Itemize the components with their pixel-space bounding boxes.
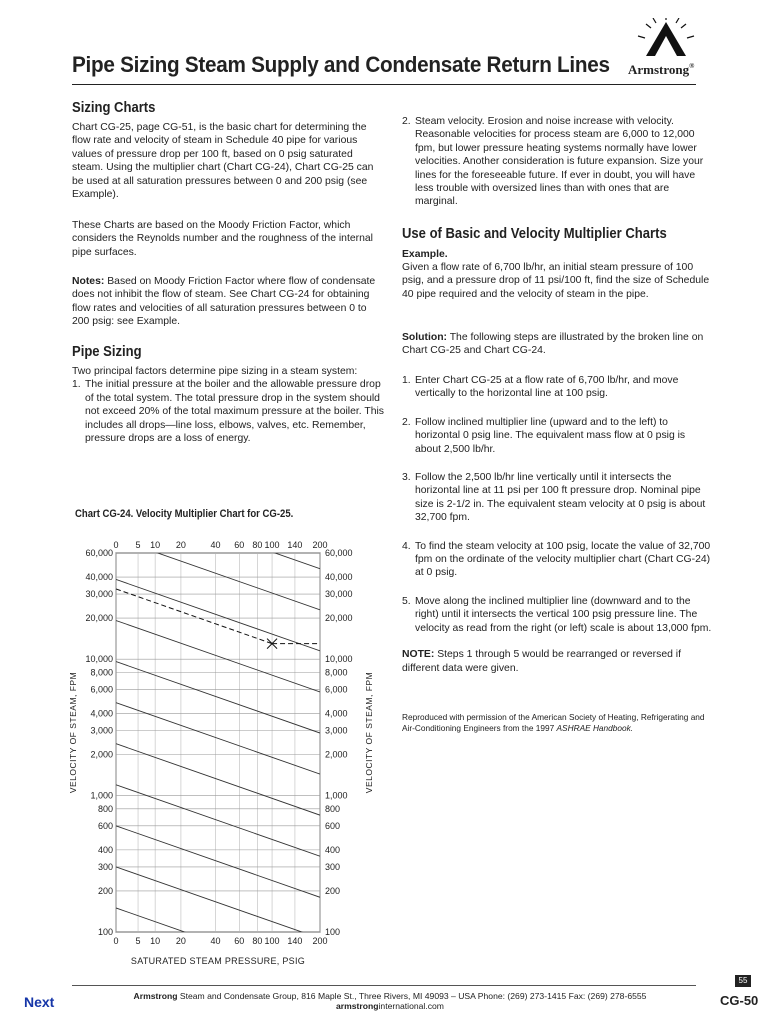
x-tick-label-top: 100 (264, 540, 280, 550)
y-tick-label-left: 4,000 (90, 708, 113, 719)
pipe-sizing-intro: Two principal factors determine pipe sizing in a steam system: (72, 366, 358, 377)
y-tick-label-right: 10,000 (325, 654, 353, 665)
x-tick-label-bottom: 100 (264, 936, 280, 946)
list-item (402, 471, 712, 525)
y-tick-label-left: 600 (97, 820, 113, 831)
y-tick-label-right: 600 (325, 820, 341, 831)
x-tick-label-top: 40 (210, 540, 221, 550)
solution-text: The following steps are illustrated by the broken line on Chart CG-25 and Chart CG-24. (402, 332, 704, 357)
x-tick-label-bottom: 0 (113, 936, 119, 946)
x-tick-label-top: 60 (234, 540, 245, 550)
x-tick-label-bottom: 60 (234, 936, 245, 946)
notes-text: Based on Moody Friction Factor where flow of condensate does not inhibit the flow of steam. See Chart CG-24 for obtaining flow rates and velocities of all saturation pressures between 0 to 200 psig: see Example. (72, 276, 376, 328)
y-tick-label-right: 40,000 (325, 572, 353, 583)
note-text: Steps 1 through 5 would be rearranged or reversed if different data were given. (402, 649, 681, 674)
example-text: Given a flow rate of 6,700 lb/hr, an initial steam pressure of 100 psig, and a pressure drop of 11 psi/100 ft, find the size of Schedule 40 pipe required and the velocity of steam in the pipe. (402, 262, 710, 300)
chart-frame (116, 553, 320, 932)
use-charts-heading: Use of Basic and Velocity Multiplier Charts (402, 226, 667, 242)
footer-web-rest: international.com (378, 1001, 444, 1011)
chart-title: Chart CG-24. Velocity Multiplier Chart for CG-25. (75, 508, 294, 520)
y-tick-label-right: 8,000 (325, 667, 348, 678)
multiplier-line (116, 826, 320, 897)
y-tick-label-left: 30,000 (85, 589, 113, 600)
list-item-number: 4. (402, 540, 411, 552)
sizing-charts-paragraph-2: These Charts are based on the Moody Friction Factor, which considers the Reynolds number and the roughness of the internal pipe surfaces. (72, 220, 373, 258)
page-number-badge: 55 (735, 975, 751, 987)
right-list-item-2 (402, 115, 710, 209)
reproduced-text: Reproduced with permission of the American Society of Heating, Refrigerating and Air-Conditioning Engineers from the 1997 (402, 712, 705, 733)
list-item (402, 595, 712, 635)
multiplier-line (116, 867, 320, 938)
list-item-text: To find the steam velocity at 100 psig, locate the value of 32,700 fpm on the ordinate of the velocity multiplier chart (Chart CG-24) at 0 psig. (415, 540, 711, 579)
multiplier-line (116, 621, 320, 692)
x-tick-label-top: 80 (252, 540, 263, 550)
x-tick-label-bottom: 200 (312, 936, 328, 946)
y-tick-label-left: 800 (97, 803, 113, 814)
y-tick-label-right: 3,000 (325, 725, 348, 736)
y-tick-label-left: 200 (97, 885, 113, 896)
y-tick-label-left: 300 (97, 861, 113, 872)
y-axis-label-right: VELOCITY OF STEAM, FPM (364, 671, 374, 794)
list-item-text: Enter Chart CG-25 at a flow rate of 6,700 lb/hr, and move vertically to the horizontal line at 100 psig. (415, 375, 679, 400)
pipe-sizing-body (72, 365, 384, 445)
y-tick-label-right: 20,000 (325, 613, 353, 624)
list-item-number: 3. (402, 472, 411, 484)
x-tick-label-top: 140 (287, 540, 303, 550)
x-tick-label-top: 20 (175, 540, 186, 550)
y-tick-label-left: 100 (97, 927, 113, 937)
x-axis-label: SATURATED STEAM PRESSURE, PSIG (130, 956, 306, 966)
x-tick-label-bottom: 20 (175, 936, 186, 946)
list-item (402, 115, 710, 209)
x-tick-label-top: 5 (135, 540, 141, 550)
y-tick-label-right: 60,000 (325, 548, 353, 558)
brand-name: Armstrong (628, 62, 690, 77)
y-tick-label-left: 60,000 (85, 548, 113, 558)
reproduced-credit (402, 712, 712, 734)
sizing-charts-paragraph-1: Chart CG-25, page CG-51, is the basic chart for determining the flow rate and velocity of steam in Schedule 40 pipe for various values of pressure drop per 100 ft, based on 0 psig saturated steam. Using the multiplier chart (Chart CG-24), Chart CG-25 can be used at all saturation pressures between 0 and 200 psig (see Example). (72, 122, 374, 201)
note-label: NOTE: (402, 649, 435, 661)
next-link[interactable]: Next (24, 994, 55, 1010)
x-tick-label-bottom: 10 (150, 936, 161, 946)
header-rule (72, 84, 696, 85)
sizing-charts-heading: Sizing Charts (72, 100, 156, 116)
y-tick-label-left: 400 (97, 844, 113, 855)
list-item (402, 416, 712, 456)
x-tick-label-bottom: 5 (135, 936, 141, 946)
pipe-sizing-heading: Pipe Sizing (72, 344, 142, 360)
y-tick-label-left: 10,000 (85, 654, 113, 665)
footer-address-text: Steam and Condensate Group, 816 Maple St., Three Rivers, MI 49093 – USA Phone: (269) 273-1415 Fax: (269) 278-6555 (177, 991, 647, 1001)
y-tick-label-left: 40,000 (85, 572, 113, 583)
x-tick-label-bottom: 80 (252, 936, 263, 946)
y-tick-label-right: 300 (325, 861, 341, 872)
footer-company: Armstrong (133, 991, 178, 1001)
notes-paragraph (72, 275, 384, 329)
y-tick-label-right: 30,000 (325, 589, 353, 600)
y-axis-label-left: VELOCITY OF STEAM, FPM (68, 671, 78, 794)
armstrong-logo (626, 18, 706, 78)
y-tick-label-right: 2,000 (325, 749, 348, 760)
x-tick-label-bottom: 140 (287, 936, 303, 946)
x-tick-label-top: 200 (312, 540, 328, 550)
y-tick-label-left: 1,000 (90, 790, 113, 801)
list-item-text: Steam velocity. Erosion and noise increase with velocity. Reasonable velocities for process steam are 6,000 to 12,000 fpm, but lower pressure heating systems normally have lower velocities. Another consideration is future expansion. Size your lines for the foreseeable future. If ever in doubt, you will have less trouble with oversized lines than with ones that are marginal. (415, 116, 704, 208)
y-tick-label-right: 6,000 (325, 684, 348, 695)
list-item-text: Follow inclined multiplier line (upward and to the left) to horizontal 0 psig line. The equivalent mass flow at 0 psig is about 2,500 lb/hr. (415, 416, 686, 455)
steps-list (402, 374, 712, 675)
notes-label: Notes: (72, 276, 105, 287)
y-tick-label-right: 400 (325, 844, 341, 855)
example-path-line (116, 589, 272, 644)
y-tick-label-left: 8,000 (90, 667, 113, 678)
page-code: CG-50 (720, 993, 759, 1008)
list-item-text: The initial pressure at the boiler and the allowable pressure drop of the total system. The total pressure drop in the system should not exceed 20% of the total maximum pressure at the boiler. This includes all drops—line loss, elbows, valves, etc. Remember, pressure drops are a loss of energy. (85, 379, 384, 445)
list-item-number: 1. (72, 379, 81, 391)
solution-label: Solution: (402, 332, 448, 343)
x-tick-label-bottom: 40 (210, 936, 221, 946)
registered-mark: ® (689, 62, 695, 70)
list-item-number: 2. (402, 116, 411, 127)
solution-paragraph (402, 331, 712, 358)
y-tick-label-left: 2,000 (90, 749, 113, 760)
list-item-number: 1. (402, 375, 411, 386)
velocity-multiplier-chart (60, 528, 380, 968)
footer-rule (72, 985, 696, 986)
armstrong-logo-icon (626, 18, 706, 62)
note-paragraph (402, 648, 712, 675)
list-item (402, 374, 712, 401)
list-item-text: Follow the 2,500 lb/hr line vertically until it intersects the horizontal line at 11 psi per 100 ft pressure drop. Nominal pipe size is 2-1/2 in. The equivalent steam velocity at 0 psig is about 32,700 fpm. (415, 472, 706, 524)
example-label: Example. (402, 249, 448, 260)
y-tick-label-left: 20,000 (85, 613, 113, 624)
list-item-number: 2. (402, 416, 411, 428)
list-item (402, 540, 712, 580)
y-tick-label-left: 3,000 (90, 725, 113, 736)
y-tick-label-right: 4,000 (325, 708, 348, 719)
y-tick-label-right: 1,000 (325, 790, 348, 801)
list-item-text: Move along the inclined multiplier line (downward and to the right) until it intersects the vertical 100 psig pressure line. The velocity as read from the right (or left) scale is about 13,000 fpm. (415, 595, 712, 634)
footer-address (90, 991, 690, 1011)
y-tick-label-right: 100 (325, 927, 341, 937)
footer-web-bold: armstrong (336, 1001, 379, 1011)
x-tick-label-top: 0 (113, 540, 119, 550)
y-tick-label-right: 200 (325, 885, 341, 896)
list-item-number: 5. (402, 595, 411, 607)
list-item (72, 378, 384, 445)
y-tick-label-right: 800 (325, 803, 341, 814)
x-tick-label-top: 10 (150, 540, 161, 550)
reproduced-italic: ASHRAE Handbook. (556, 723, 634, 733)
multiplier-line (116, 579, 320, 650)
y-tick-label-left: 6,000 (90, 684, 113, 695)
page-title: Pipe Sizing Steam Supply and Condensate Return Lines (72, 52, 610, 77)
